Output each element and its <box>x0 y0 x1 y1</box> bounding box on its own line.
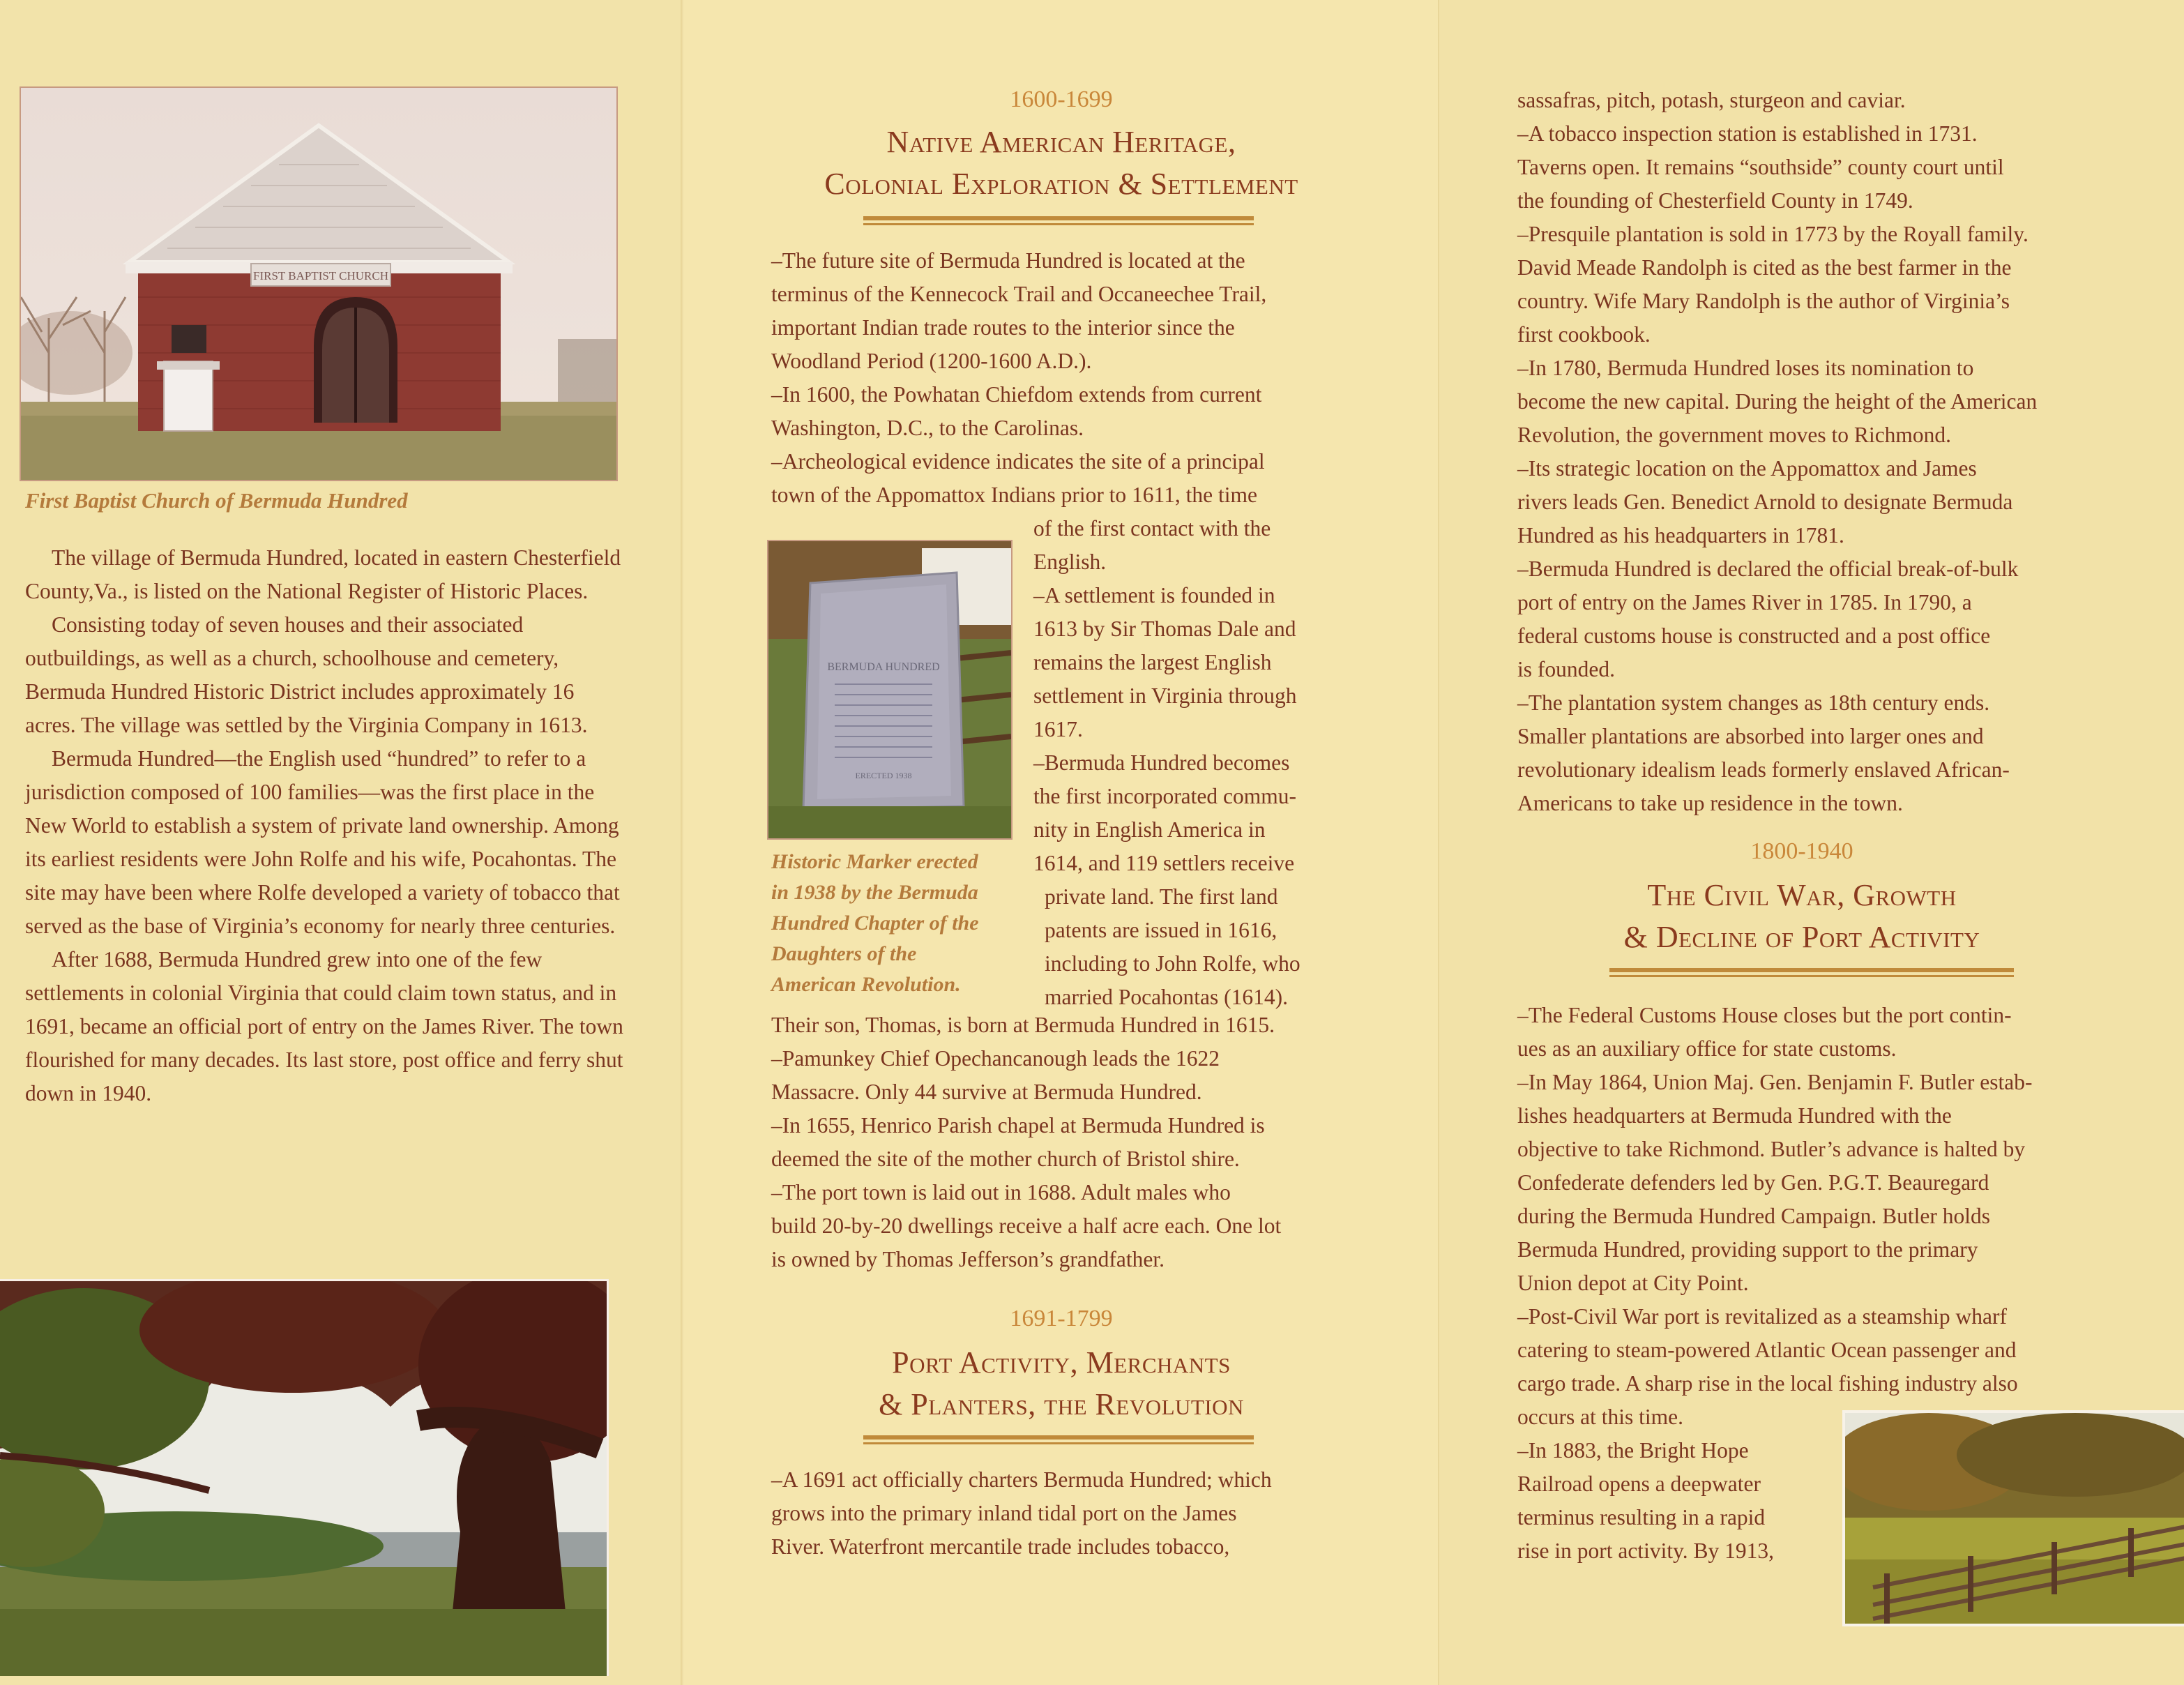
section2-text <box>771 1463 1272 1564</box>
text-line: federal customs house is constructed and a post office <box>1517 624 1991 648</box>
text-line: including to John Rolfe, who <box>1045 951 1300 976</box>
text-line: is owned by Thomas Jefferson’s grandfather. <box>771 1247 1165 1271</box>
text-line: grows into the primary inland tidal port on the James <box>771 1501 1237 1525</box>
text-line: rivers leads Gen. Benedict Arnold to designate Bermuda <box>1517 490 2013 514</box>
riverside-trees-photo <box>0 1279 609 1676</box>
text-line: –The future site of Bermuda Hundred is located at the <box>771 248 1245 273</box>
intro-paragraph-3: Bermuda Hundred—the English used “hundred” to refer to a jurisdiction composed of 100 families—was the first place in the New World to establish a system of private land ownership. Among its earliest residents were John Rolfe and his wife, Pocahontas. The site may have been where Rolfe developed a variety of tobacco that served as the base of Virginia’s economy for nearly three centuries. <box>25 746 620 938</box>
section1-side-text <box>1033 512 1300 1014</box>
text-line: Washington, D.C., to the Carolinas. <box>771 416 1084 440</box>
heading-line-2: Colonial Exploration & Settlement <box>824 167 1298 201</box>
text-line: Railroad opens a deepwater <box>1517 1472 1761 1496</box>
text-line: patents are issued in 1616, <box>1045 918 1277 942</box>
text-line: River. Waterfront mercantile trade includes tobacco, <box>771 1534 1230 1559</box>
heading-line-2: & Decline of Port Activity <box>1623 920 1980 954</box>
text-line: nity in English America in <box>1033 817 1266 842</box>
text-line: Taverns open. It remains “southside” county court until <box>1517 155 2004 179</box>
text-line: ues as an auxiliary office for state customs. <box>1517 1036 1897 1061</box>
text-line: Union depot at City Point. <box>1517 1271 1749 1295</box>
heading-line-1: The Civil War, Growth <box>1647 878 1957 912</box>
section1-top-text <box>771 244 1266 512</box>
section-heading-native-american <box>683 121 1439 205</box>
heading-rule-2 <box>863 1435 1254 1445</box>
historic-marker-photo <box>767 540 1013 840</box>
text-line: –The plantation system changes as 18th century ends. <box>1517 690 1990 715</box>
text-line: –In 1655, Henrico Parish chapel at Bermuda Hundred is <box>771 1113 1265 1138</box>
heading-rule-3 <box>1609 968 2014 978</box>
caption-line: American Revolution. <box>771 973 961 996</box>
text-line: town of the Appomattox Indians prior to 1611, the time <box>771 483 1257 507</box>
middle-panel <box>683 0 1439 1685</box>
text-line: Americans to take up residence in the town. <box>1517 791 1903 815</box>
text-line: David Meade Randolph is cited as the best farmer in the <box>1517 255 2012 280</box>
marker-inscription-date: ERECTED 1938 <box>855 771 912 780</box>
text-line: objective to take Richmond. Butler’s advance is halted by <box>1517 1137 2026 1161</box>
text-line: –In May 1864, Union Maj. Gen. Benjamin F. Butler estab- <box>1517 1070 2033 1094</box>
text-line: 1614, and 119 settlers receive <box>1033 851 1295 875</box>
text-line: Their son, Thomas, is born at Bermuda Hundred in 1615. <box>771 1013 1275 1037</box>
text-line: –A tobacco inspection station is established in 1731. <box>1517 121 1978 146</box>
text-line: –Post-Civil War port is revitalized as a steamship wharf <box>1517 1304 2007 1329</box>
caption-line: Hundred Chapter of the <box>771 912 979 935</box>
text-line: –Presquile plantation is sold in 1773 by the Royall family. <box>1517 222 2028 246</box>
text-line: during the Bermuda Hundred Campaign. Butler holds <box>1517 1204 1991 1228</box>
text-line: terminus resulting in a rapid <box>1517 1505 1766 1529</box>
marker-photo-caption <box>771 847 979 1000</box>
left-intro-text <box>25 541 625 1110</box>
text-line: –The Federal Customs House closes but the port contin- <box>1517 1003 2012 1027</box>
text-line: –Its strategic location on the Appomattox and James <box>1517 456 1977 481</box>
text-line: 1617. <box>1033 717 1083 741</box>
text-line: Massacre. Only 44 survive at Bermuda Hundred. <box>771 1080 1202 1104</box>
section-heading-port-activity <box>683 1342 1439 1426</box>
heading-rule-1 <box>863 216 1254 226</box>
fence-illustration <box>1845 1413 2184 1624</box>
text-line: settlement in Virginia through <box>1033 683 1297 708</box>
text-line: first cookbook. <box>1517 322 1651 347</box>
era-label-1691: 1691-1799 <box>1010 1306 1113 1331</box>
heading-line-2: & Planters, the Revolution <box>879 1387 1244 1421</box>
text-line: –Archeological evidence indicates the site of a principal <box>771 449 1265 474</box>
text-line: –In 1780, Bermuda Hundred loses its nomination to <box>1517 356 1974 380</box>
text-line: –In 1883, the Bright Hope <box>1517 1438 1749 1463</box>
caption-line: Historic Marker erected <box>771 850 978 873</box>
caption-line: Daughters of the <box>771 942 917 965</box>
trees-illustration <box>0 1281 607 1676</box>
text-line: rise in port activity. By 1913, <box>1517 1539 1775 1563</box>
text-line: –A settlement is founded in <box>1033 583 1275 607</box>
intro-paragraph-2: Consisting today of seven houses and their associated outbuildings, as well as a church, schoolhouse and cemetery, Bermuda Hundred Historic District includes approximately 16 acres. The village was settled by the Virginia Company in 1613. <box>25 612 588 737</box>
text-line: Revolution, the government moves to Richmond. <box>1517 423 1952 447</box>
text-line: –A 1691 act officially charters Bermuda Hundred; which <box>771 1467 1272 1492</box>
text-line: build 20-by-20 dwellings receive a half acre each. One lot <box>771 1214 1282 1238</box>
right-panel <box>1439 0 2184 1685</box>
text-line: the first incorporated commu- <box>1033 784 1297 808</box>
text-line: of the first contact with the <box>1033 516 1271 541</box>
church-photo-caption: First Baptist Church of Bermuda Hundred <box>25 488 408 513</box>
caption-line: in 1938 by the Bermuda <box>771 881 978 904</box>
text-line: Smaller plantations are absorbed into larger ones and <box>1517 724 1984 748</box>
intro-paragraph-4: After 1688, Bermuda Hundred grew into one of the few settlements in colonial Virginia that could claim town status, and in 1691, became an official port of entry on the James River. The town flourished for many decades. Its last store, post office and ferry shut down in 1940. <box>25 947 623 1105</box>
era-label-1600: 1600-1699 <box>1010 86 1113 112</box>
text-line: sassafras, pitch, potash, sturgeon and caviar. <box>1517 88 1906 112</box>
text-line: Hundred as his headquarters in 1781. <box>1517 523 1844 547</box>
text-line: English. <box>1033 550 1107 574</box>
text-line: become the new capital. During the height of the American <box>1517 389 2038 414</box>
text-line: country. Wife Mary Randolph is the author of Virginia’s <box>1517 289 2010 313</box>
text-line: –The port town is laid out in 1688. Adult males who <box>771 1180 1231 1204</box>
intro-paragraph-1: The village of Bermuda Hundred, located in eastern Chesterfield County,Va., is listed on the National Register of Historic Places. <box>25 545 621 603</box>
text-line: Bermuda Hundred, providing support to the primary <box>1517 1237 1978 1262</box>
text-line: –Pamunkey Chief Opechancanough leads the 1622 <box>771 1046 1220 1071</box>
text-line: port of entry on the James River in 1785. In 1790, a <box>1517 590 1972 614</box>
fence-field-photo <box>1842 1410 2184 1626</box>
text-line: important Indian trade routes to the interior since the <box>771 315 1235 340</box>
heading-line-1: Port Activity, Merchants <box>892 1345 1231 1380</box>
church-sign-text: FIRST BAPTIST CHURCH <box>253 269 388 282</box>
text-line: Woodland Period (1200-1600 A.D.). <box>771 349 1092 373</box>
heading-line-1: Native American Heritage, <box>886 125 1236 159</box>
text-line: –Bermuda Hundred becomes <box>1033 750 1290 775</box>
text-line: private land. The first land <box>1045 884 1278 909</box>
text-line: terminus of the Kennecock Trail and Occaneechee Trail, <box>771 282 1267 306</box>
section1-bottom-text <box>771 1008 1281 1276</box>
text-line: –Bermuda Hundred is declared the official break-of-bulk <box>1517 557 2019 581</box>
left-panel <box>0 0 683 1685</box>
church-photo <box>20 86 618 481</box>
text-line: occurs at this time. <box>1517 1405 1683 1429</box>
text-line: catering to steam-powered Atlantic Ocean passenger and <box>1517 1338 2017 1362</box>
text-line: deemed the site of the mother church of Bristol shire. <box>771 1147 1240 1171</box>
text-line: lishes headquarters at Bermuda Hundred with the <box>1517 1103 1952 1128</box>
text-line: Confederate defenders led by Gen. P.G.T. Beauregard <box>1517 1170 1989 1195</box>
section-heading-civil-war <box>1509 875 2095 958</box>
right-top-text <box>1517 84 2037 820</box>
text-line: remains the largest English <box>1033 650 1272 674</box>
marker-illustration <box>768 541 1011 838</box>
era-label-1800: 1800-1940 <box>1750 838 1853 864</box>
text-line: revolutionary idealism leads formerly enslaved African- <box>1517 757 2010 782</box>
text-line: –In 1600, the Powhatan Chiefdom extends from current <box>771 382 1262 407</box>
text-line: is founded. <box>1517 657 1615 681</box>
church-illustration <box>21 88 616 480</box>
marker-inscription-title: BERMUDA HUNDRED <box>827 661 940 673</box>
text-line: 1613 by Sir Thomas Dale and <box>1033 617 1296 641</box>
text-line: the founding of Chesterfield County in 1749. <box>1517 188 1913 213</box>
text-line: married Pocahontas (1614). <box>1045 985 1289 1009</box>
text-line: cargo trade. A sharp rise in the local fishing industry also <box>1517 1371 2018 1396</box>
